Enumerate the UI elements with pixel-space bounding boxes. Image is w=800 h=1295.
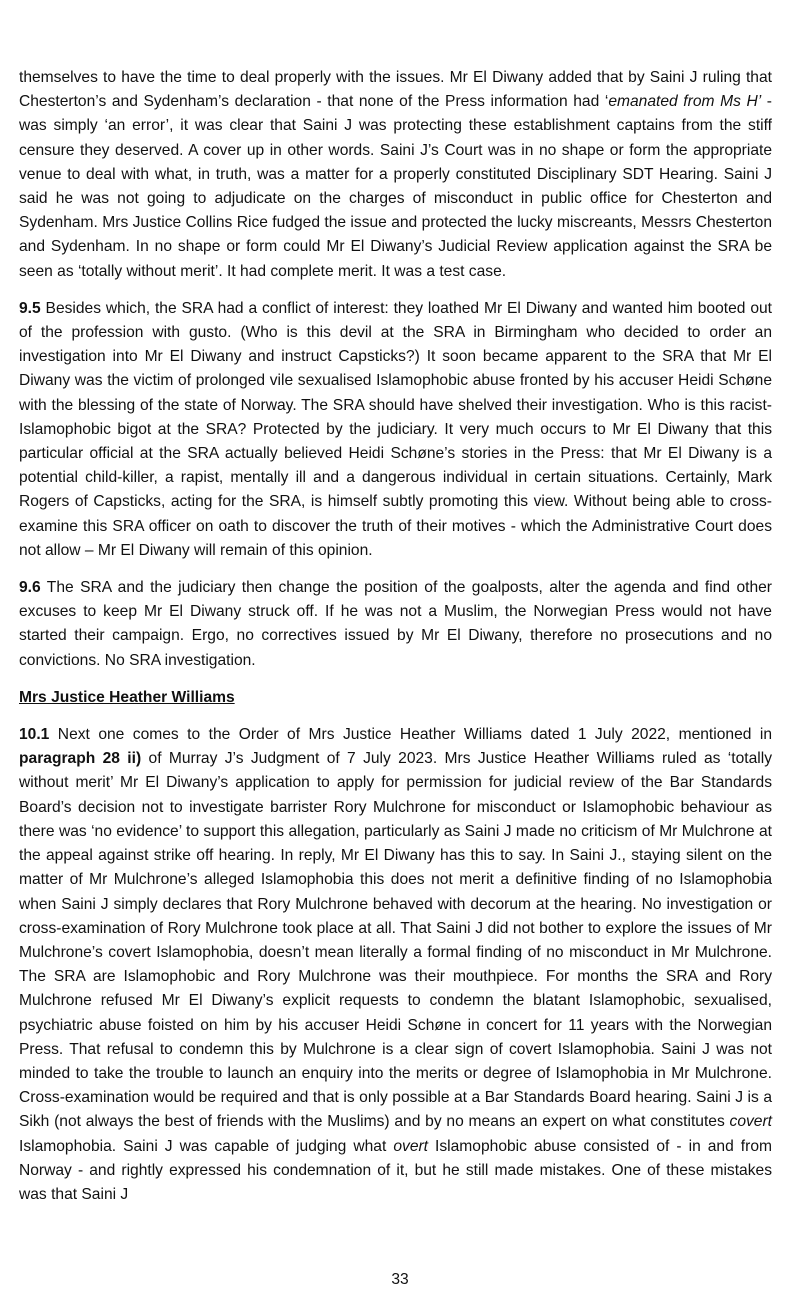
- italic-term: overt: [393, 1137, 429, 1155]
- italic-quote: emanated from Ms H’: [608, 93, 762, 111]
- paragraph-text: themselves to have the time to deal properly with the issues. Mr El Diwany added that by Saini J ruling that Chesterton’s and Sydenham’s declaration - that none of the Press information had ‘: [19, 69, 772, 111]
- paragraph-text: The SRA and the judiciary then change the position of the goalposts, alter the agenda and find other excuses to keep Mr El Diwany struck off. If he was not a Muslim, the Norwegian Press would not have started their campaign. Ergo, no correctives issued by Mr El Diwany, therefore no prosecutions and no convictions. No SRA investigation.: [19, 579, 772, 669]
- document-body: [19, 66, 772, 1220]
- paragraph-text: of Murray J’s Judgment of 7 July 2023. Mrs Justice Heather Williams ruled as ‘totally without merit’ Mr El Diwany’s application to apply for permission for judicial review of the Bar Standards Board’s decision not to investigate barrister Rory Mulchrone for misconduct or Islamophobic behaviour as there was ‘no evidence’ to support this allegation, particularly as Saini J made no criticism of Mr Mulchrone at the appeal against strike off hearing. In reply, Mr El Diwany has this to say. In Saini J., staying silent on the matter of Mr Mulchrone’s alleged Islamophobia this does not merit a definitive finding of no Islamophobia when Saini J simply declares that Rory Mulchrone behaved with decorum at the hearing. No investigation or cross-examination of Rory Mulchrone took place at all. That Saini J did not bother to explore the issues of Mr Mulchrone’s covert Islamophobia, doesn’t mean literally a formal finding of no misconduct in Mr Mulchrone. The SRA are Islamophobic and Rory Mulchrone was their mouthpiece. For months the SRA and Rory Mulchrone refused Mr El Diwany’s explicit requests to condemn the blatant Islamophobic, sexualised, psychiatric abuse foisted on him by his accuser Heidi Schøne in concert for 11 years with the Norwegian Press. That refusal to condemn this by Mulchrone is a clear sign of covert Islamophobia. Saini J was not minded to take the trouble to launch an enquiry into the merits or degree of Islamophobia in Mr Mulchrone. Cross-examination would be required and that is only possible at a Bar Standards Board hearing. Saini J is a Sikh (not always the best of friends with the Muslims) and by no means an expert on what constitutes: [19, 750, 772, 1131]
- paragraph-number: 10.1: [19, 726, 50, 744]
- italic-term: covert: [729, 1113, 772, 1131]
- paragraph-continuation: [19, 66, 772, 284]
- paragraph-number: 9.6: [19, 579, 41, 597]
- page-number: 33: [391, 1271, 409, 1288]
- paragraph-9-6: [19, 576, 772, 673]
- paragraph-9-5: [19, 297, 772, 563]
- paragraph-text: Next one comes to the Order of Mrs Justice Heather Williams dated 1 July 2022, mentioned in: [49, 726, 772, 744]
- paragraph-text: Islamophobia. Saini J was capable of judging what: [19, 1137, 394, 1155]
- paragraph-text: - was simply ‘an error’, it was clear that Saini J was protecting these establishment captains from the stiff censure they deserved. A cover up in other words. Saini J’s Court was in no shape or form the appropriate venue to deal with what, in truth, was a matter for a properly constituted Disciplinary SDT Hearing. Saini J said he was not going to adjudicate on the charges of misconduct in public office for Chesterton and Sydenham. Mrs Justice Collins Rice fudged the issue and protected the lucky miscreants, Messrs Chesterton and Sydenham. In no shape or form could Mr El Diwany’s Judicial Review application against the SRA be seen as ‘totally without merit’. It had complete merit. It was a test case.: [19, 93, 772, 280]
- section-heading: Mrs Justice Heather Williams: [19, 688, 235, 706]
- paragraph-number: 9.5: [19, 299, 41, 317]
- bold-reference: paragraph 28 ii): [19, 750, 142, 768]
- paragraph-text: Besides which, the SRA had a conflict of interest: they loathed Mr El Diwany and wanted him booted out of the profession with gusto. (Who is this devil at the SRA in Birmingham who decided to order an investigation into Mr El Diwany and instruct Capsticks?) It soon became apparent to the SRA that Mr El Diwany was the victim of prolonged vile sexualised Islamophobic abuse fronted by his accuser Heidi Schøne with the blessing of the state of Norway. The SRA should have shelved their investigation. Who is this racist-Islamophobic bigot at the SRA? Protected by the judiciary. It very much occurs to Mr El Diwany that this particular official at the SRA actually believed Heidi Schøne’s stories in the Press: that Mr El Diwany is a potential child-killer, a rapist, mentally ill and a dangerous individual in certain situations. Certainly, Mark Rogers of Capsticks, acting for the SRA, is himself subtly promoting this view. Without being able to cross-examine this SRA officer on oath to discover the truth of their motives - which the Administrative Court does not allow – Mr El Diwany will remain of this opinion.: [19, 299, 772, 559]
- paragraph-text: Islamophobic abuse consisted of - in and from Norway - and rightly expressed his condemnation of it, but he still made mistakes. One of these mistakes was that Saini J: [19, 1137, 772, 1203]
- paragraph-10-1: [19, 723, 772, 1207]
